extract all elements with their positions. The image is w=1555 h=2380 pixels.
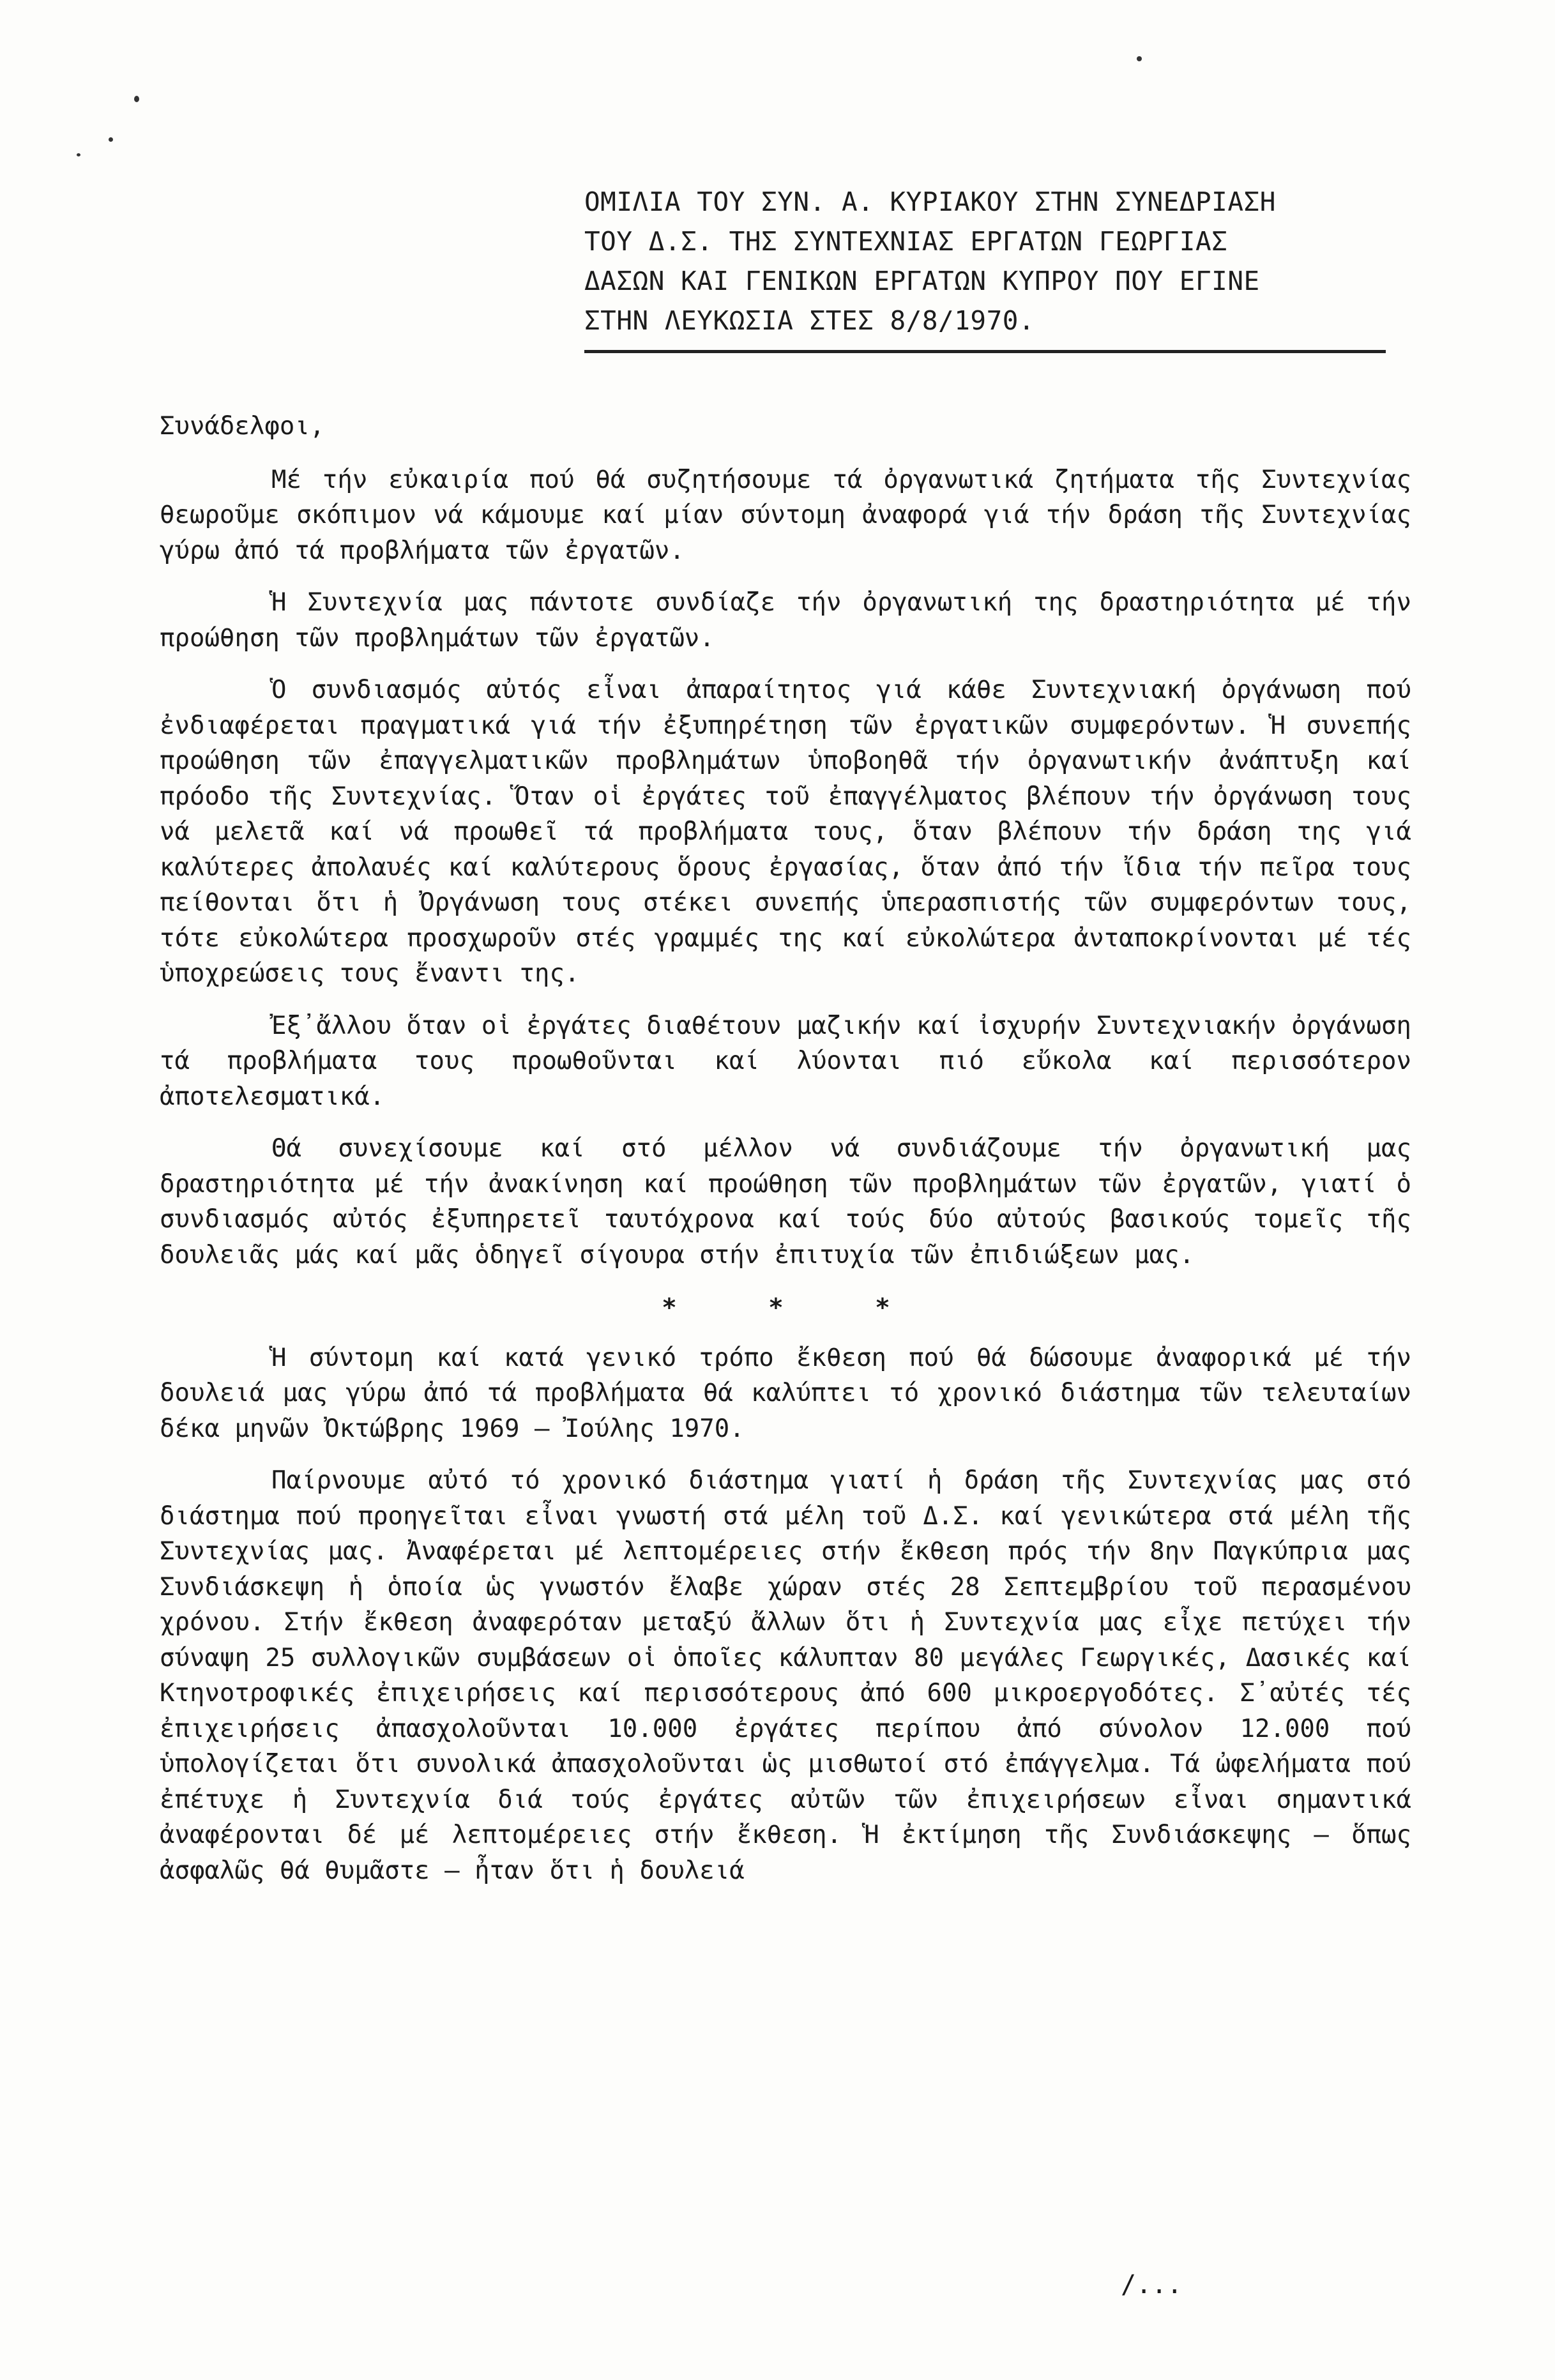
paragraph: Μέ τήν εὐκαιρία πού θά συζητήσουμε τά ὀργανωτικά ζητήματα τῆς Συντεχνίας θεωροῦμε σκόπιμον νά κάμουμε καί μίαν σύντομη ἀναφορά γιά τήν δράση τῆς Συντεχνίας γύρω ἀπό τά προβλήματα τῶν ἐργατῶν. [160,465,1411,565]
document-body [160,409,1411,1905]
paragraph: Ἐξ᾽ἄλλου ὅταν οἱ ἐργάτες διαθέτουν μαζικήν καί ἰσχυρήν Συντεχνιακήν ὀργάνωση τά προβλήματα τους προωθοῦνται καί λύονται πιό εὔκολα καί περισσότερον ἀποτελεσματικά. [160,1011,1411,1111]
corner-mark [134,96,139,102]
heading-line: ΟΜΙΛΙΑ ΤΟΥ ΣΥΝ. Α. ΚΥΡΙΑΚΟΥ ΣΤΗΝ ΣΥΝΕΔΡΙΑΣΗ [584,186,1276,217]
document-heading [584,182,1415,340]
heading-line: ΣΤΗΝ ΛΕΥΚΩΣΙΑ ΣΤΕΣ 8/8/1970. [584,305,1035,336]
heading-line: ΔΑΣΩΝ ΚΑΙ ΓΕΝΙΚΩΝ ΕΡΓΑΤΩΝ ΚΥΠΡΟΥ ΠΟΥ ΕΓΙΝΕ [584,266,1260,296]
paragraph: Ἡ σύντομη καί κατά γενικό τρόπο ἔκθεση πού θά δώσουμε ἀναφορικά μέ τήν δουλειά μας γύρω ἀπό τά προβλήματα θά καλύπτει τό χρονικό διάστημα τῶν τελευταίων δέκα μηνῶν Ὀκτώβρης 1969 – Ἰούλης 1970. [160,1343,1411,1443]
corner-mark [1137,56,1142,61]
paragraph: Παίρνουμε αὐτό τό χρονικό διάστημα γιατί ἡ δράση τῆς Συντεχνίας μας στό διάστημα πού προηγεῖται εἶναι γνωστή στά μέλη τοῦ Δ.Σ. καί γενικώτερα στά μέλη τῆς Συντεχνίας μας. Ἀναφέρεται μέ λεπτομέρειες στήν ἔκθεση πρός τήν 8ην Παγκύπρια μας Συνδιάσκεψη ἡ ὁποία ὡς γνωστόν ἔλαβε χώραν στές 28 Σεπτεμβρίου τοῦ περασμένου χρόνου. Στήν ἔκθεση ἀναφερόταν μεταξύ ἄλλων ὅτι ἡ Συντεχνία μας εἶχε πετύχει τήν σύναψη 25 συλλογικῶν συμβάσεων οἱ ὁποῖες κάλυπταν 80 μεγάλες Γεωργικές, Δασικές καί Κτηνοτροφικές ἐπιχειρήσεις καί περισσότερους ἀπό 600 μικροεργοδότες. Σ᾽αὐτές τές ἐπιχειρήσεις ἀπασχολοῦνται 10.000 ἐργάτες περίπου ἀπό σύνολον 12.000 πού ὑπολογίζεται ὅτι συνολικά ἀπασχολοῦνται ὡς μισθωτοί στό ἐπάγγελμα. Τά ὠφελήματα πού ἐπέτυχε ἡ Συντεχνία διά τούς ἐργάτες αὐτῶν τῶν ἐπιχειρήσεων εἶναι σημαντικά ἀναφέρονται δέ μέ λεπτομέρειες στήν ἔκθεση. Ἡ ἐκτίμηση τῆς Συνδιάσκεψης – ὅπως ἀσφαλῶς θά θυμᾶστε – ἦταν ὅτι ἡ δουλειά [160,1466,1411,1885]
continuation-mark: /... [1121,2270,1183,2300]
corner-mark [77,153,80,156]
paragraph: Θά συνεχίσουμε καί στό μέλλον νά συνδιάζουμε τήν ὀργανωτική μας δραστηριότητα μέ τήν ἀνακίνηση καί προώθηση τῶν προβλημάτων τῶν ἐργατῶν, γιατί ὁ συνδιασμός αὐτός ἐξυπηρετεῖ ταυτόχρονα καί τούς δύο αὐτούς βασικούς τομεῖς τῆς δουλειᾶς μάς καί μᾶς ὁδηγεῖ σίγουρα στήν ἐπιτυχία τῶν ἐπιδιώξεων μας. [160,1134,1411,1270]
paragraph: Ἡ Συντεχνία μας πάντοτε συνδίαζε τήν ὀργανωτική της δραστηριότητα μέ τήν προώθηση τῶν προβλημάτων τῶν ἐργατῶν. [160,588,1411,653]
heading-underline [584,350,1386,353]
paragraph: Ὁ συνδιασμός αὐτός εἶναι ἀπαραίτητος γιά κάθε Συντεχνιακή ὀργάνωση πού ἐνδιαφέρεται πραγματικά γιά τήν ἐξυπηρέτηση τῶν ἐργατικῶν συμφερόντων. Ἡ συνεπής προώθηση τῶν ἐπαγγελματικῶν προβλημάτων ὑποβοηθᾶ τήν ὀργανωτικήν ἀνάπτυξη καί πρόοδο τῆς Συντεχνίας. Ὅταν οἱ ἐργάτες τοῦ ἐπαγγέλματος βλέπουν τήν ὀργάνωση τους νά μελετᾶ καί νά προωθεῖ τά προβλήματα τους, ὅταν βλέπουν τήν δράση της γιά καλύτερες ἀπολαυές καί καλύτερους ὅρους ἐργασίας, ὅταν ἀπό τήν ἴδια τήν πεῖρα τους πείθονται ὅτι ἡ Ὀργάνωση τους στέκει συνεπής ὑπερασπιστής τῶν συμφερόντων τους, τότε εὐκολώτερα προσχωροῦν στές γραμμές της καί εὐκολώτερα ἀνταποκρίνονται μέ τές ὑποχρεώσεις τους ἔναντι της. [160,676,1411,988]
section-separator: * * * [662,1294,929,1323]
salutation: Συνάδελφοι, [160,412,325,441]
corner-mark [109,137,113,142]
heading-line: ΤΟΥ Δ.Σ. ΤΗΣ ΣΥΝΤΕΧΝΙΑΣ ΕΡΓΑΤΩΝ ΓΕΩΡΓΙΑΣ [584,226,1228,257]
